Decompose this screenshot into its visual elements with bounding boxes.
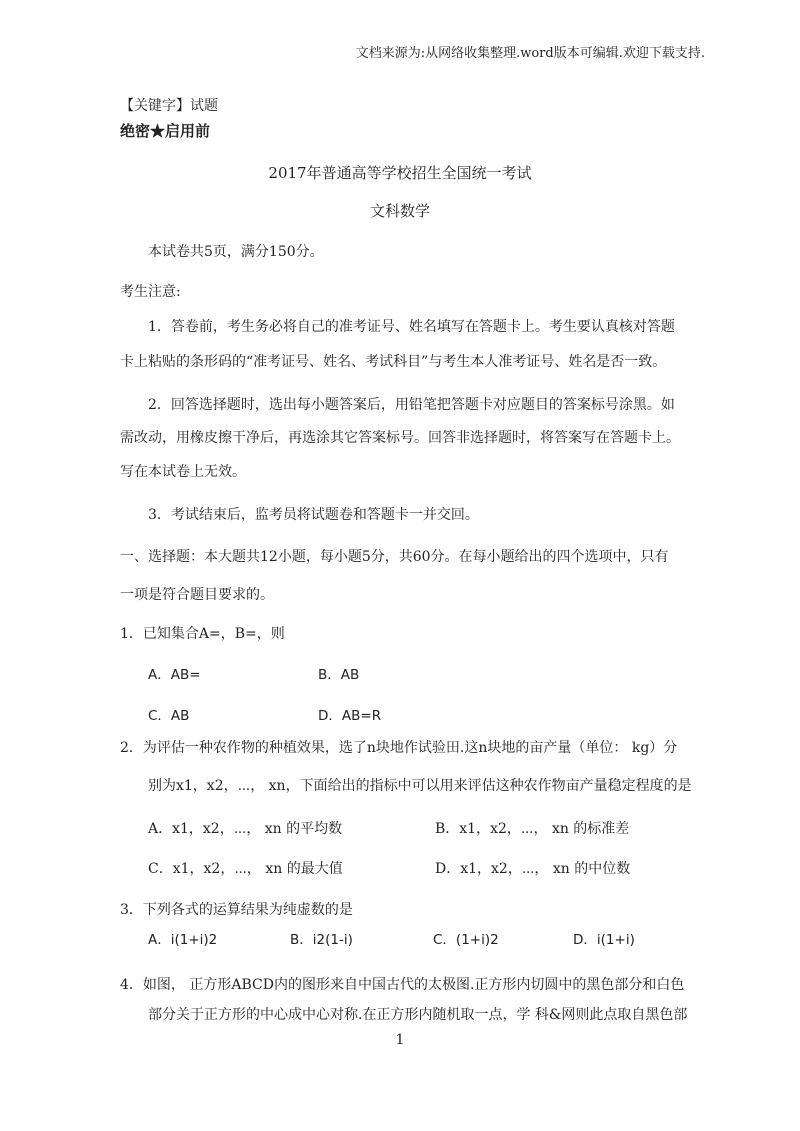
exam-intro: 本试卷共5页，满分150分。 bbox=[148, 244, 324, 260]
notice-heading: 考生注意: bbox=[120, 284, 181, 300]
page-header: 文档来源为:从网络收集整理.word版本可编辑.欢迎下载支持. bbox=[355, 46, 705, 61]
keyword-line: 【关键字】试题 bbox=[120, 98, 218, 114]
notice-line: 卡上粘贴的条形码的“准考证号、姓名、考试科目”与考生本人准考证号、姓名是否一致。 bbox=[120, 354, 667, 370]
question-2-option-a: A．x1，x2，⋯， xn 的平均数 bbox=[148, 821, 343, 837]
question-3-option-c: C．(1+i)2 bbox=[433, 932, 499, 948]
notice-line: 3．考试结束后，监考员将试题卷和答题卡一并交回。 bbox=[148, 507, 479, 523]
question-1-stem: 1．已知集合A=，B=，则 bbox=[120, 626, 285, 642]
question-4-stem: 4．如图， 正方形ABCD内的图形来自中国古代的太极图.正方形内切圆中的黑色部分和白色 bbox=[120, 977, 685, 993]
question-3-stem: 3．下列各式的运算结果为纯虚数的是 bbox=[120, 902, 353, 918]
notice-line: 需改动，用橡皮擦干净后，再选涂其它答案标号。回答非选择题时，将答案写在答题卡上。 bbox=[120, 430, 680, 446]
question-2-option-c: C．x1，x2，⋯， xn 的最大值 bbox=[148, 861, 343, 877]
notice-line: 写在本试卷上无效。 bbox=[120, 464, 246, 480]
question-1-option-c: C．AB bbox=[148, 708, 190, 724]
page-number: 1 bbox=[395, 1032, 405, 1048]
notice-line: 2．回答选择题时，选出每小题答案后，用铅笔把答题卡对应题目的答案标号涂黑。如 bbox=[148, 397, 675, 413]
question-2-stem: 2．为评估一种农作物的种植效果，选了n块地作试验田.这n块地的亩产量（单位： kg）分 bbox=[120, 740, 678, 756]
section-heading: 一项是符合题目要求的。 bbox=[120, 587, 274, 603]
question-3-option-b: B．i2(1-i) bbox=[290, 932, 353, 948]
confidential-label: 绝密★启用前 bbox=[120, 122, 211, 140]
exam-title: 2017年普通高等学校招生全国统一考试 bbox=[268, 164, 532, 182]
question-3-option-d: D．i(1+i) bbox=[573, 932, 635, 948]
notice-line: 1．答卷前，考生务必将自己的准考证号、姓名填写在答题卡上。考生要认真核对答题 bbox=[148, 319, 675, 335]
question-2-stem: 别为x1，x2，⋯， xn，下面给出的指标中可以用来评估这种农作物亩产量稳定程度的是 bbox=[148, 778, 692, 794]
question-1-option-d: D．AB=R bbox=[318, 708, 382, 724]
question-1-option-a: A．AB= bbox=[148, 667, 201, 683]
question-1-option-b: B．AB bbox=[318, 667, 360, 683]
exam-subject: 文科数学 bbox=[369, 202, 430, 220]
question-2-option-b: B．x1，x2，⋯， xn 的标准差 bbox=[435, 821, 630, 837]
question-3-option-a: A．i(1+i)2 bbox=[148, 932, 218, 948]
question-2-option-d: D．x1，x2，⋯， xn 的中位数 bbox=[435, 861, 631, 877]
question-4-stem: 部分关于正方形的中心成中心对称.在正方形内随机取一点，学 科&网则此点取自黑色部 bbox=[148, 1007, 688, 1023]
section-heading: 一、选择题：本大题共12小题，每小题5分，共60分。在每小题给出的四个选项中，只有 bbox=[120, 549, 669, 565]
